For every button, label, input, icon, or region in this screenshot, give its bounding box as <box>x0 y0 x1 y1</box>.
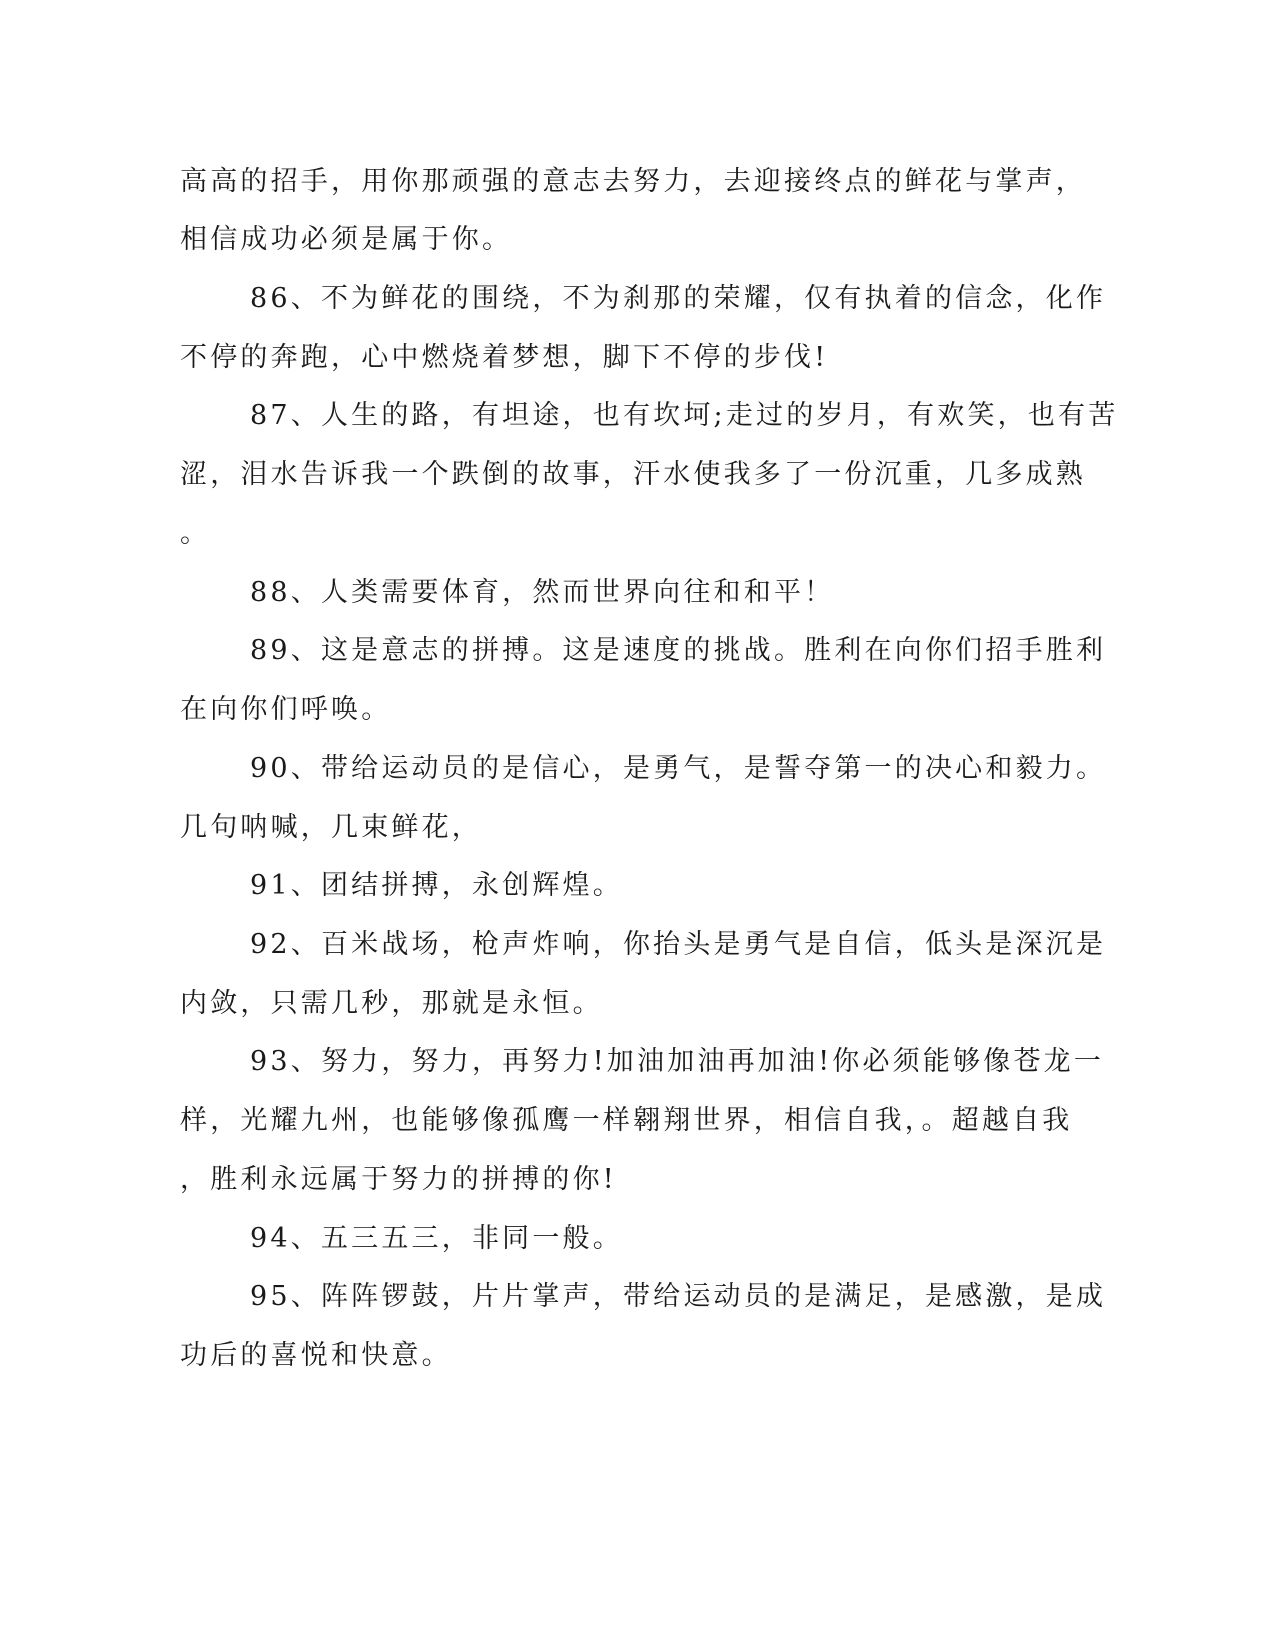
paragraph-89-line-1: 89、这是意志的拼搏。这是速度的挑战。胜利在向你们招手胜利 <box>250 635 1107 666</box>
paragraph-87-line-3: 。 <box>180 518 211 549</box>
paragraph-87-line-1: 87、人生的路，有坦途，也有坎坷;走过的岁月，有欢笑，也有苦 <box>250 400 1119 431</box>
paragraph-92-line-1: 92、百米战场，枪声炸响，你抬头是勇气是自信，低头是深沉是 <box>250 929 1107 960</box>
paragraph-90-line-1: 90、带给运动员的是信心，是勇气，是誓夺第一的决心和毅力。 <box>250 753 1107 784</box>
paragraph-86-line-1: 86、不为鲜花的围绕，不为刹那的荣耀，仅有执着的信念，化作 <box>250 283 1107 314</box>
paragraph-89-line-2: 在向你们呼唤。 <box>180 694 392 725</box>
paragraph-90-line-2: 几句呐喊，几束鲜花， <box>180 812 482 843</box>
paragraph-93-line-2: 样，光耀九州，也能够像孤鹰一样翱翔世界，相信自我，。超越自我 <box>180 1105 1073 1136</box>
paragraph-93-line-3: ，胜利永远属于努力的拼搏的你! <box>180 1164 617 1195</box>
paragraph-95-line-1: 95、阵阵锣鼓，片片掌声，带给运动员的是满足，是感激，是成 <box>250 1281 1107 1312</box>
paragraph-94-line-1: 94、五三五三，非同一般。 <box>250 1223 623 1254</box>
paragraph-91-line-1: 91、团结拼搏，永创辉煌。 <box>250 870 623 901</box>
paragraph-86-line-2: 不停的奔跑，心中燃烧着梦想，脚下不停的步伐! <box>180 342 829 373</box>
paragraph-93-line-1: 93、努力，努力，再努力!加油加油再加油!你必须能够像苍龙一 <box>250 1046 1105 1077</box>
paragraph-88-line-1: 88、人类需要体育，然而世界向往和和平！ <box>250 577 835 608</box>
text-line: 高高的招手，用你那顽强的意志去努力，去迎接终点的鲜花与掌声， <box>180 166 1086 197</box>
paragraph-92-line-2: 内敛，只需几秒，那就是永恒。 <box>180 988 603 1019</box>
paragraph-87-line-2: 涩，泪水告诉我一个跌倒的故事，汗水使我多了一份沉重，几多成熟 <box>180 459 1086 490</box>
text-line: 相信成功必须是属于你。 <box>180 224 513 255</box>
paragraph-95-line-2: 功后的喜悦和快意。 <box>180 1340 452 1371</box>
